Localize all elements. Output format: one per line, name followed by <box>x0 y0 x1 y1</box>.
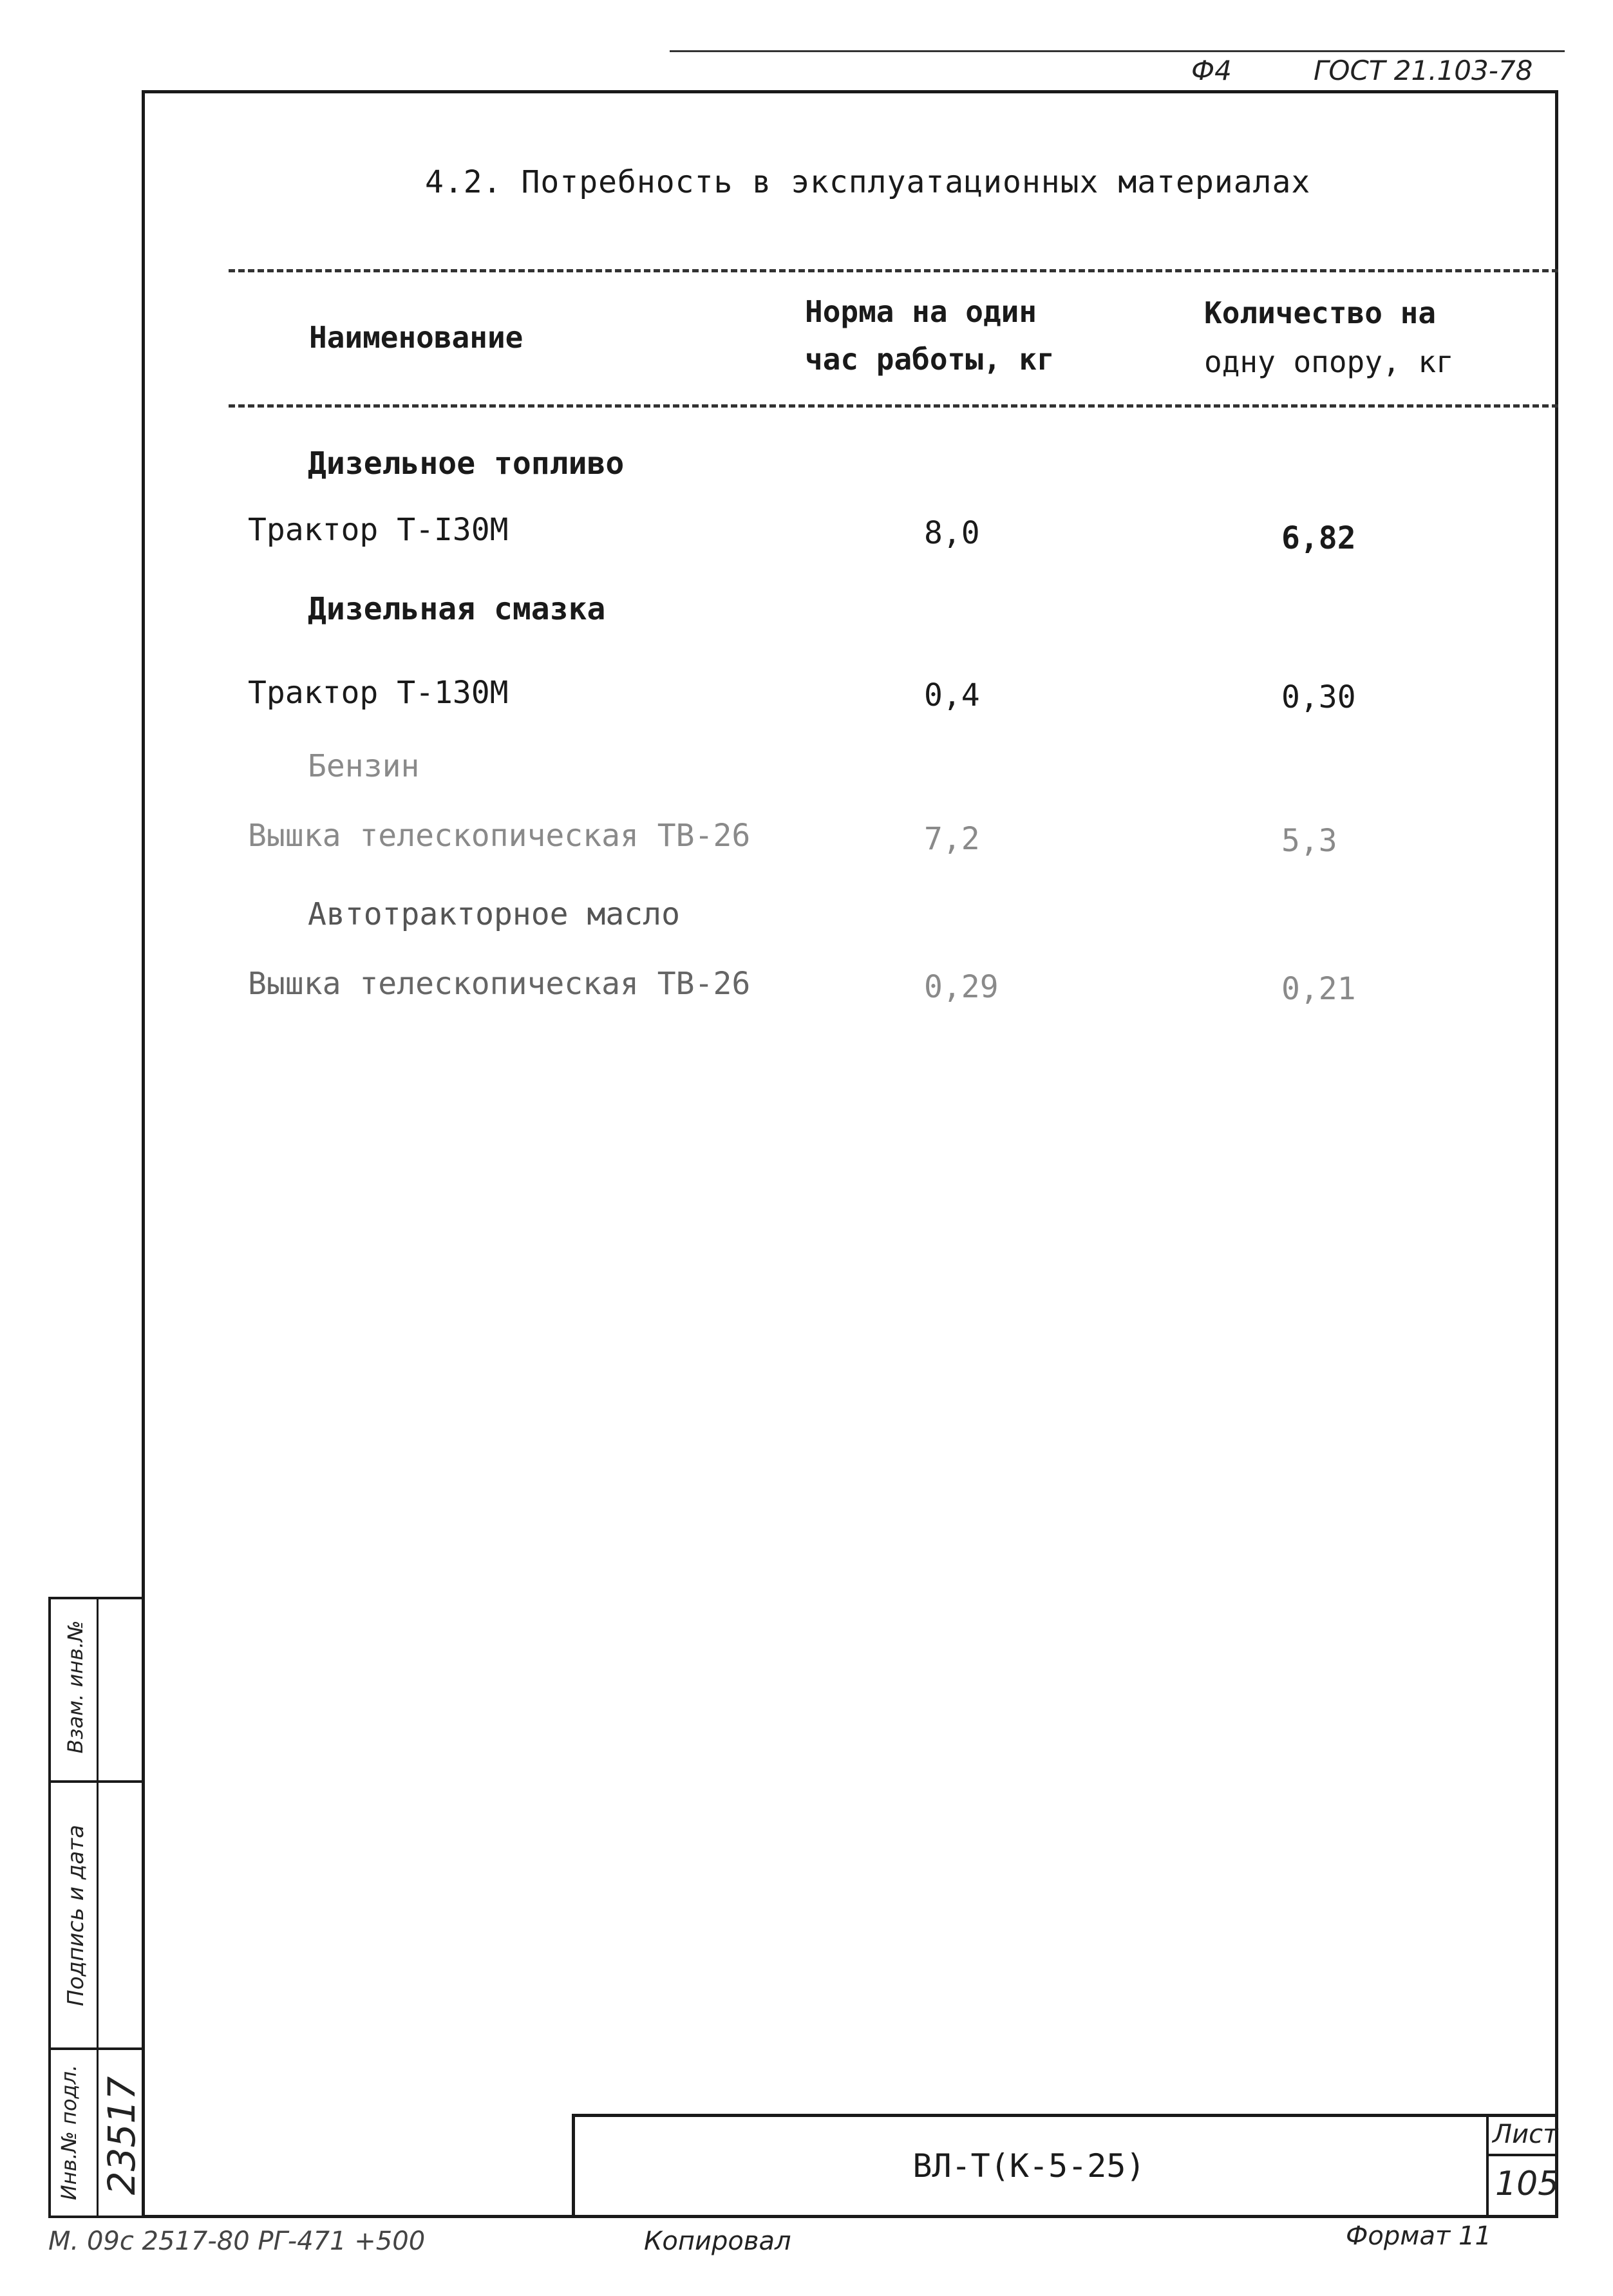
section-title: 4.2. Потребность в эксплуатационных материалах <box>425 164 1311 200</box>
footer-copied-by: Копировал <box>644 2226 791 2256</box>
footer-left-note: М. 09с 2517-80 РГ-471 +500 <box>48 2226 426 2256</box>
header-bottom-rule <box>229 404 1558 408</box>
header-norm-line2: час работы, кг <box>805 342 1055 377</box>
group-label: Бензин <box>308 748 420 784</box>
top-rule <box>670 50 1565 52</box>
header-qty-line1: Количество на <box>1204 296 1437 330</box>
item-name: Вышка телескопическая ТВ-26 <box>248 818 751 854</box>
item-name: Вышка телескопическая ТВ-26 <box>248 966 751 1002</box>
group-label: Автотракторное масло <box>308 896 680 932</box>
sheet-number: 105 <box>1495 2165 1560 2203</box>
item-norm: 8,0 <box>924 515 980 551</box>
item-qty: 5,3 <box>1281 823 1337 859</box>
side-stamp-column-split <box>97 1597 99 2218</box>
item-name: Трактор Т-130М <box>248 675 509 711</box>
item-name: Трактор Т-I30М <box>248 512 509 548</box>
inv-label: Инв.№ подл. <box>57 2064 81 2201</box>
drawing-frame <box>142 90 1558 2218</box>
header-top-rule <box>229 269 1558 272</box>
header-qty-line2: одну опору, кг <box>1204 344 1454 379</box>
footer-format: Формат 11 <box>1346 2221 1491 2251</box>
header-norm-line1: Норма на один <box>805 294 1037 329</box>
item-norm: 7,2 <box>924 821 980 857</box>
item-norm: 0,4 <box>924 677 980 713</box>
sheet-divider <box>1486 2154 1558 2156</box>
format-code: Ф4 <box>1191 55 1232 86</box>
document-code: ВЛ-Т(К-5-25) <box>912 2147 1146 2185</box>
group-label: Дизельная смазка <box>308 591 606 627</box>
header-name: Наименование <box>309 320 524 355</box>
item-qty: 6,82 <box>1281 520 1356 556</box>
item-qty: 0,21 <box>1281 971 1356 1007</box>
sign-label: Подпись и дата <box>63 1825 89 2006</box>
replace-label: Взам. инв.№ <box>63 1620 88 1754</box>
group-label: Дизельное топливо <box>308 446 625 482</box>
side-stamp-divider <box>48 1780 145 1783</box>
sheet-label: Лист <box>1493 2120 1558 2149</box>
item-qty: 0,30 <box>1281 679 1356 715</box>
inv-number: 23517 <box>100 2076 144 2196</box>
item-norm: 0,29 <box>924 969 999 1005</box>
standard-reference: ГОСТ 21.103-78 <box>1314 55 1533 86</box>
